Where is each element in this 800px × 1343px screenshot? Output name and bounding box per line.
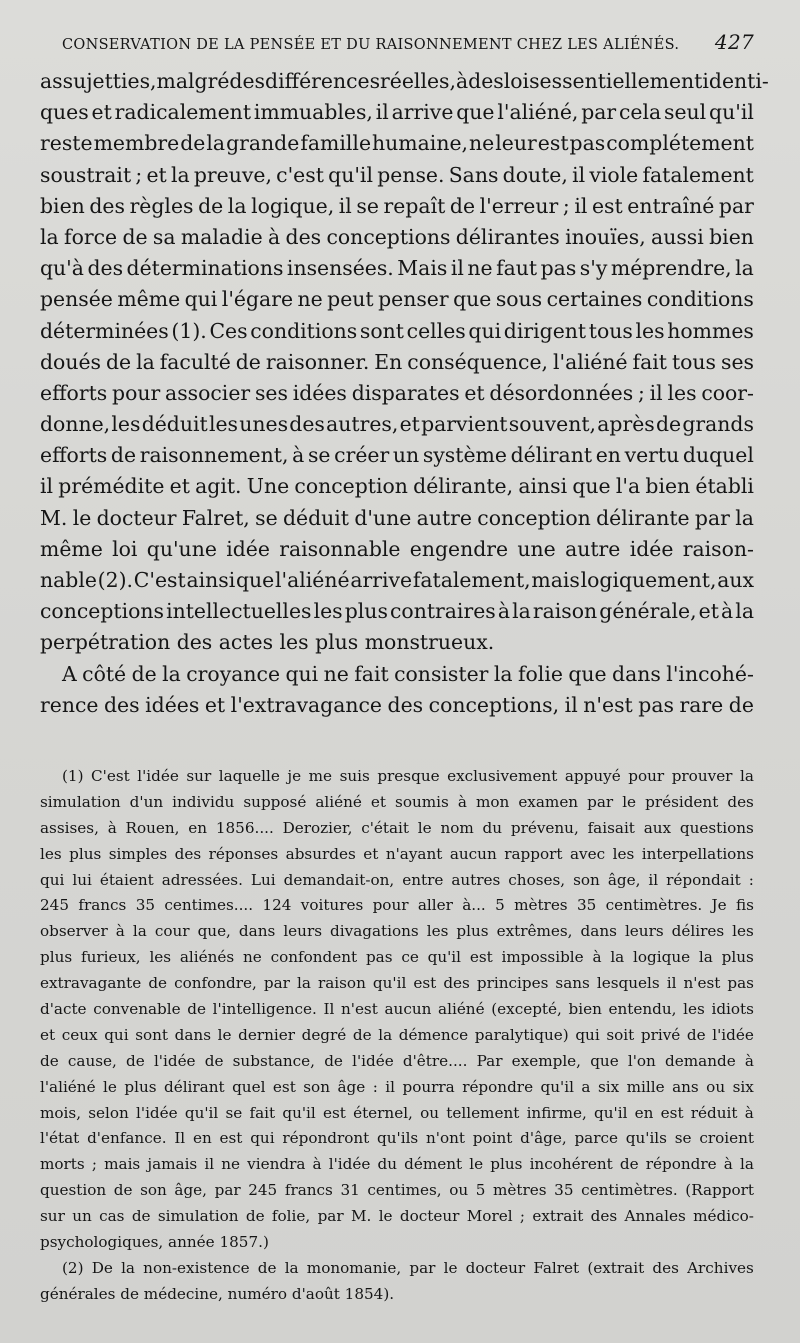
footnote-line: psychologiques, année 1857.) xyxy=(40,1233,269,1252)
body-line: la force de sa maladie à des conceptions délirantes inouïes, aussi bien xyxy=(40,224,754,249)
body-line: efforts pour associer ses idées disparates et désordonnées ; il les coor- xyxy=(40,380,754,405)
body-line: rence des idées et l'extravagance des conceptions, il n'est pas rare de xyxy=(40,692,754,717)
footnote-line: simulation d'un individu supposé aliéné et soumis à mon examen par le président des xyxy=(40,792,754,811)
body-line: reste membre de la grande famille humaine, ne leur est pas complétement xyxy=(40,131,754,156)
footnote-line: 245 francs 35 centimes.... 124 voitures pour aller à... 5 mètres 35 centimètres. Je fis xyxy=(40,896,754,915)
footnote-line: assises, à Rouen, en 1856.... Derozier, c'était le nom du prévenu, faisait aux questions xyxy=(40,818,754,837)
footnote-line: (1) C'est l'idée sur laquelle je me suis presque exclusivement appuyé pour prouver la xyxy=(62,767,754,785)
body-line: efforts de raisonnement, à se créer un système délirant en vertu duquel xyxy=(40,443,754,468)
body-line: donne, les déduit les unes des autres, et parvient souvent, après de grands xyxy=(40,412,754,437)
body-line: déterminées (1). Ces conditions sont celles qui dirigent tous les hommes xyxy=(40,318,754,343)
body-line: bien des règles de la logique, il se repaît de l'erreur ; il est entraîné par xyxy=(40,193,754,218)
body-line: même loi qu'une idée raisonnable engendre une autre idée raison- xyxy=(40,536,754,561)
footnote-line: l'état d'enfance. Il en est qui répondront qu'ils n'ont point d'âge, parce qu'ils se croient xyxy=(40,1129,754,1148)
footnote-line: question de son âge, par 245 francs 31 centimes, ou 5 mètres 35 centimètres. (Rapport xyxy=(40,1181,754,1200)
footnote-line: morts ; mais jamais il ne viendra à l'idée du dément le plus incohérent de répondre à la xyxy=(40,1155,754,1174)
footnote-line: sur un cas de simulation de folie, par M. le docteur Morel ; extrait des Annales médico- xyxy=(40,1207,754,1226)
body-line: assujetties, malgré des différences réelles, à des lois essentiellement identi- xyxy=(40,69,769,93)
footnote-line: (2) De la non-existence de la monomanie, par le docteur Falret (extrait des Archives xyxy=(62,1258,754,1277)
footnote-line: générales de médecine, numéro d'août 1854). xyxy=(40,1284,395,1303)
main-text xyxy=(40,66,769,721)
body-line: soustrait ; et la preuve, c'est qu'il pense. Sans doute, il viole fatalement xyxy=(40,162,754,187)
footnote-line: extravagante de confondre, par la raison qu'il est des principes sans lesquels il n'est pas xyxy=(40,974,754,993)
body-line: M. le docteur Falret, se déduit d'une autre conception délirante par la xyxy=(40,505,754,530)
footnotes xyxy=(40,764,754,1308)
body-line: il prémédite et agit. Une conception délirante, ainsi que l'a bien établi xyxy=(40,474,754,499)
running-head xyxy=(62,30,754,54)
footnote-line: d'acte convenable de l'intelligence. Il n'est aucun aliéné (excepté, bien entendu, les idiots xyxy=(40,1000,754,1019)
body-line: nable (2). C'est ainsi que l'aliéné arrive fatalement, mais logiquement, aux xyxy=(40,568,754,592)
footnote-line: les plus simples des réponses absurdes et n'ayant aucun rapport avec les interpellations xyxy=(40,844,754,863)
footnote-line: mois, selon l'idée qu'il se fait qu'il est éternel, ou tellement infirme, qu'il en est réduit à xyxy=(40,1103,754,1122)
body-line: doués de la faculté de raisonner. En conséquence, l'aliéné fait tous ses xyxy=(40,349,754,374)
body-line: A côté de la croyance qui ne fait consister la folie que dans l'incohé- xyxy=(62,661,754,686)
page-number: 427 xyxy=(714,30,754,54)
footnote-line: plus furieux, les aliénés ne confondent pas ce qu'il est impossible à la logique la plus xyxy=(40,948,754,967)
body-line: ques et radicalement immuables, il arrive que l'aliéné, par cela seul qu'il xyxy=(40,100,754,125)
footnote-line: l'aliéné le plus délirant quel est son âge : il pourra répondre qu'il a six mille ans ou six xyxy=(40,1077,754,1096)
running-head-title: CONSERVATION DE LA PENSÉE ET DU RAISONNEMENT CHEZ LES ALIÉNÉS. xyxy=(62,37,680,53)
footnote-line: observer à la cour que, dans leurs divagations les plus extrêmes, dans leurs délires les xyxy=(40,922,754,941)
footnote-line: qui lui étaient adressées. Lui demandait-on, entre autres choses, son âge, il répondait : xyxy=(40,870,754,889)
footnote-line: de cause, de l'idée de substance, de l'idée d'être.... Par exemple, que l'on demande à xyxy=(40,1051,754,1070)
body-line: conceptions intellectuelles les plus contraires à la raison générale, et à la xyxy=(40,599,754,624)
body-line: perpétration des actes les plus monstrueux. xyxy=(40,630,495,655)
body-line: qu'à des déterminations insensées. Mais il ne faut pas s'y méprendre, la xyxy=(40,256,754,281)
body-line: pensée même qui l'égare ne peut penser que sous certaines conditions xyxy=(40,287,754,312)
footnote-line: et ceux qui sont dans le dernier degré de la démence paralytique) qui soit privé de l'idée xyxy=(40,1025,754,1044)
